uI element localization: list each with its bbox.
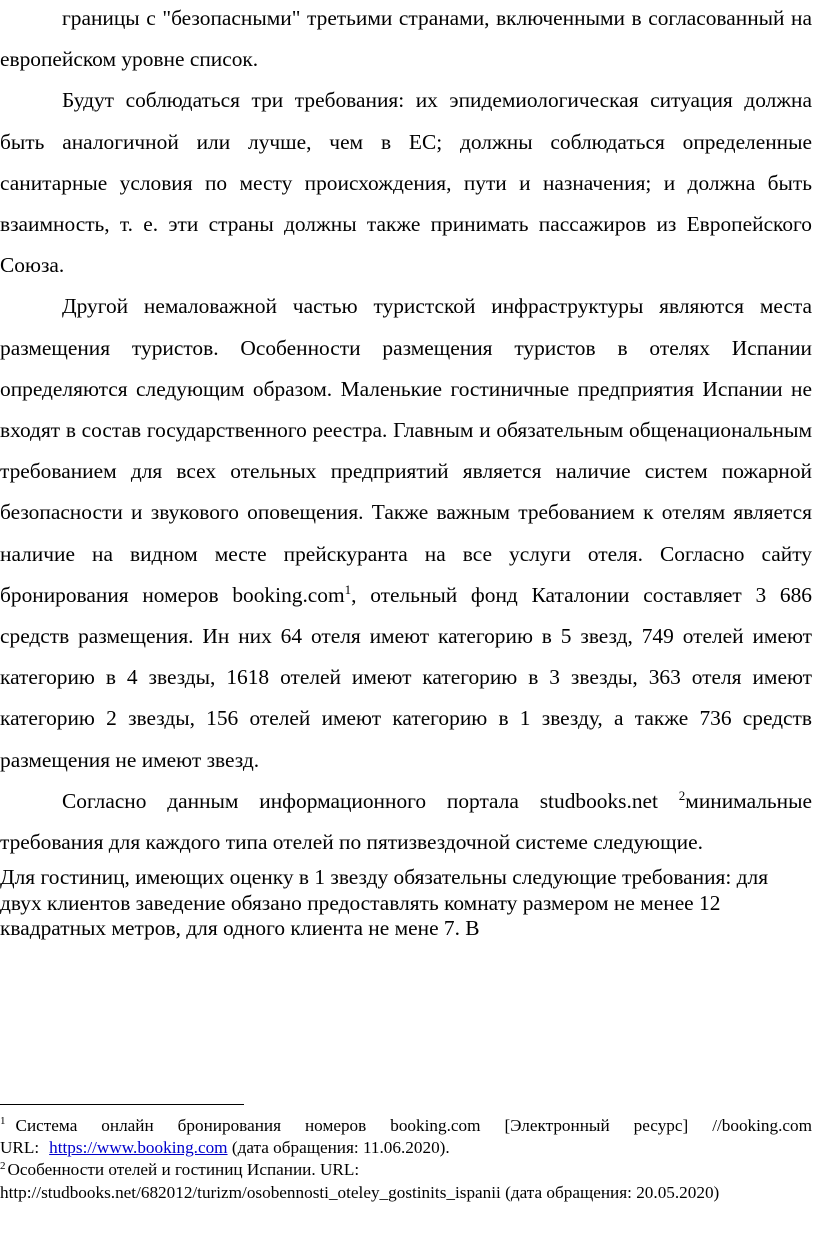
paragraph-continuation xyxy=(0,0,812,80)
paragraph-requirements xyxy=(0,80,812,286)
footnote-1-tail: (дата обращения: 11.06.2020). xyxy=(231,1138,450,1158)
footnote-2-number: 2 xyxy=(0,1159,6,1172)
footnote-2-text: Особенности отелей и гостиниц Испании. URL: http://studbooks.net/682012/turizm/osobennosti_oteley_gostinits_ispanii (дата обращения: 20.05.2020) xyxy=(0,1160,720,1202)
paragraph-accommodation xyxy=(0,286,812,780)
paragraph-requirements-text: Будут соблюдаться три требования: их эпидемиологическая ситуация должна быть аналогичной или лучше, чем в ЕС; должны соблюдаться определенные санитарные условия по месту происхождения, пути и назначения; и должна быть взаимность, т. е. эти страны должны также принимать пассажиров из Европейского Союза. xyxy=(0,88,812,278)
footnote-ref-1[interactable]: 1 xyxy=(344,581,352,597)
footnote-2 xyxy=(0,1159,812,1203)
paragraph-studbooks-text-end: минимальные требования для каждого типа отелей по пятизвездочной системе следующие. xyxy=(0,788,812,855)
paragraph-studbooks xyxy=(0,781,812,863)
paragraph-studbooks-text-start: Согласно данным информационного портала studbooks.net xyxy=(62,788,679,813)
footnote-separator xyxy=(0,1104,244,1105)
footnote-1-number: 1 xyxy=(0,1115,6,1128)
footnote-ref-2[interactable]: 2 xyxy=(678,787,686,803)
paragraph-accommodation-text-start: Другой немаловажной частью туристской инфраструктуры являются места размещения туристов. Особенности размещения туристов в отелях Испании определяются следующим образом. Маленькие гостиничные предприятия Испании не входят в состав государственного реестра. Главным и обязательным общенациональным требованием для всех отельных предприятий является наличие систем пожарной безопасности и звукового оповещения. Также важным требованием к отелям является наличие на видном месте прейскуранта на все услуги отеля. Согласно сайту бронирования номеров booking.com xyxy=(0,294,812,607)
paragraph-continuation-text: границы с "безопасными" третьими странами, включенными в согласованный на европейском уровне список. xyxy=(0,6,812,72)
footnote-1-text: Система онлайн бронирования номеров booking.com [Электронный ресурс] //booking.com URL: xyxy=(0,1116,812,1158)
paragraph-one-star-text: Для гостиниц, имеющих оценку в 1 звезду обязательны следующие требования: для двух клиентов заведение обязано предоставлять комнату размером не менее 12 квадратных метров, для одного клиента не мене 7. В xyxy=(0,865,769,941)
paragraph-one-star xyxy=(0,865,812,942)
booking-link[interactable]: https://www.booking.com xyxy=(49,1138,228,1158)
footnote-1 xyxy=(0,1115,812,1159)
paragraph-accommodation-text-end: , отельный фонд Каталонии составляет 3 686 средств размещения. Ин них 64 отеля имеют категорию в 5 звезд, 749 отелей имеют категорию в 4 звезды, 1618 отелей имеют категорию в 3 звезды, 363 отеля имеют категорию 2 звезды, 156 отелей имеют категорию в 1 звезду, а также 736 средств размещения не имеют звезд. xyxy=(0,582,812,772)
footnotes xyxy=(0,1104,812,1204)
